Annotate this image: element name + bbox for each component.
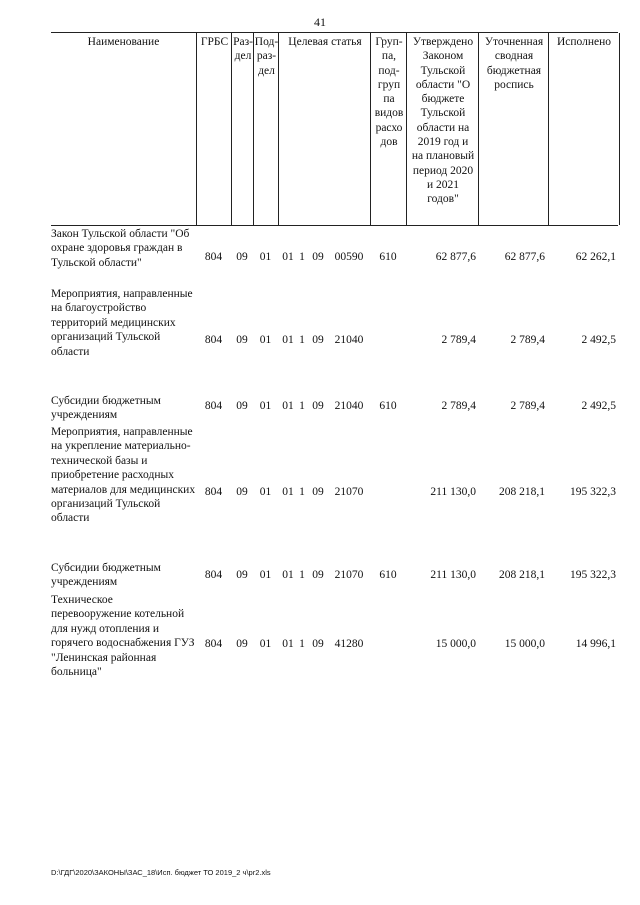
footer-path: D:\ГДГ\2020\ЗАКОНЫ\ЗАС_18\Исп. бюджет ТО 2019_2 ч\pr2.xls	[51, 868, 271, 877]
header-celevaya	[278, 33, 371, 225]
cell-utochnennaya: 2 789,4	[510, 400, 545, 412]
header-name-text: Наименование	[87, 36, 160, 48]
cell-cs-direction: 00590	[334, 251, 364, 263]
cell-cs-subprogram: 09	[312, 334, 324, 346]
cell-cs-program: 01	[282, 400, 294, 412]
cell-utochnennaya: 208 218,1	[499, 486, 545, 498]
cell-cs-direction: 21040	[334, 400, 364, 412]
header-utochnennaya-text: Уточненная сводная бюджетная роспись	[484, 36, 544, 91]
row-name: Техническое перевооружение котельной для нужд отопления и горячего водоснабжения ГУЗ "Ленинская районная больница"	[51, 594, 195, 679]
cell-cs-type: 1	[299, 638, 305, 650]
header-ispolneno-text: Исполнено	[556, 36, 612, 48]
header-utverzhdeno	[406, 33, 479, 225]
cell-cs-type: 1	[299, 569, 305, 581]
cell-cs-subprogram: 09	[312, 251, 324, 263]
header-celevaya-text: Целевая статья	[288, 36, 362, 48]
cell-utochnennaya: 2 789,4	[510, 334, 545, 346]
cell-grbs: 804	[204, 334, 223, 346]
cell-gruppa: 610	[379, 400, 397, 412]
cell-podrazdel: 01	[259, 334, 272, 346]
cell-cs-program: 01	[282, 486, 294, 498]
cell-cs-subprogram: 09	[312, 400, 324, 412]
header-gruppa	[370, 33, 407, 225]
header-grbs-text: ГРБС	[200, 36, 229, 48]
cell-razdel: 09	[236, 569, 248, 581]
cell-cs-subprogram: 09	[312, 569, 324, 581]
cell-utverzhdeno: 211 130,0	[430, 569, 476, 581]
header-grbs	[196, 33, 232, 225]
cell-grbs: 804	[204, 638, 223, 650]
cell-cs-direction: 21070	[334, 486, 364, 498]
cell-cs-program: 01	[282, 638, 294, 650]
cell-ispolneno: 2 492,5	[581, 334, 616, 346]
row-name: Мероприятия, направленные на укрепление материально-технической базы и приобретение расходных материалов для медицинских организаций Тульской области	[51, 426, 196, 525]
header-utverzhdeno-text: Утверждено Законом Тульской области "О бюджете Тульской области на 2019 год и на плановый период 2020 и 2021 годов"	[411, 36, 475, 206]
page-number: 41	[314, 15, 326, 29]
cell-utverzhdeno: 211 130,0	[430, 486, 476, 498]
cell-podrazdel: 01	[259, 400, 272, 412]
cell-cs-direction: 21070	[334, 569, 364, 581]
cell-razdel: 09	[236, 251, 248, 263]
cell-cs-direction: 41280	[334, 638, 364, 650]
cell-podrazdel: 01	[259, 638, 272, 650]
cell-cs-subprogram: 09	[312, 486, 324, 498]
cell-grbs: 804	[204, 569, 223, 581]
cell-ispolneno: 195 322,3	[570, 486, 616, 498]
header-razdel	[231, 33, 254, 225]
cell-podrazdel: 01	[259, 569, 272, 581]
cell-grbs: 804	[204, 400, 223, 412]
cell-ispolneno: 2 492,5	[581, 400, 616, 412]
cell-podrazdel: 01	[259, 251, 272, 263]
cell-podrazdel: 01	[259, 486, 272, 498]
header-name	[51, 33, 196, 225]
cell-utverzhdeno: 15 000,0	[435, 638, 476, 650]
row-name: Закон Тульской области "Об охране здоровья граждан в Тульской области"	[51, 228, 190, 269]
header-gruppa-text: Груп- па, под- груп па видов расхо дов	[374, 36, 404, 149]
cell-cs-type: 1	[299, 251, 305, 263]
cell-utochnennaya: 208 218,1	[499, 569, 545, 581]
cell-razdel: 09	[236, 638, 248, 650]
cell-cs-direction: 21040	[334, 334, 364, 346]
cell-cs-type: 1	[299, 400, 305, 412]
header-utochnennaya	[478, 33, 549, 225]
cell-utverzhdeno: 2 789,4	[441, 400, 476, 412]
cell-razdel: 09	[236, 486, 248, 498]
cell-ispolneno: 62 262,1	[575, 251, 616, 263]
cell-cs-type: 1	[299, 486, 305, 498]
cell-ispolneno: 195 322,3	[570, 569, 616, 581]
cell-utverzhdeno: 62 877,6	[435, 251, 476, 263]
cell-cs-program: 01	[282, 251, 294, 263]
header-podrazdel-text: Под- раз- дел	[254, 36, 279, 77]
cell-gruppa: 610	[379, 569, 397, 581]
row-name: Мероприятия, направленные на благоустройство территорий медицинских организаций Тульской области	[51, 288, 193, 358]
cell-grbs: 804	[204, 251, 223, 263]
header-ispolneno	[548, 33, 620, 225]
cell-utochnennaya: 15 000,0	[504, 638, 545, 650]
row-name: Субсидии бюджетным учреждениям	[51, 562, 161, 589]
cell-cs-program: 01	[282, 334, 294, 346]
cell-cs-subprogram: 09	[312, 638, 324, 650]
header-razdel-text: Раз- дел	[233, 36, 253, 63]
cell-cs-program: 01	[282, 569, 294, 581]
header-bottom-border	[51, 225, 618, 226]
header-podrazdel	[253, 33, 279, 225]
cell-utverzhdeno: 2 789,4	[441, 334, 476, 346]
cell-razdel: 09	[236, 400, 248, 412]
cell-razdel: 09	[236, 334, 248, 346]
cell-cs-type: 1	[299, 334, 305, 346]
row-name: Субсидии бюджетным учреждениям	[51, 395, 161, 422]
cell-grbs: 804	[204, 486, 223, 498]
cell-utochnennaya: 62 877,6	[504, 251, 545, 263]
cell-ispolneno: 14 996,1	[575, 638, 616, 650]
cell-gruppa: 610	[379, 251, 397, 263]
